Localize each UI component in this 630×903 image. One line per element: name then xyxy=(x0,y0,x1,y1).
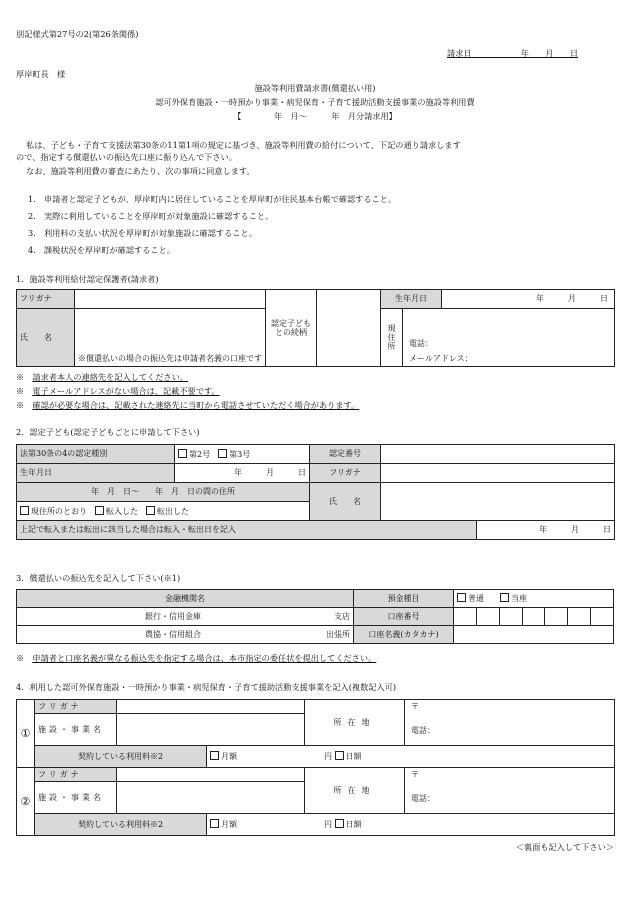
s1-note-2: 電子メールアドレスがない場合は、記載不要です。 xyxy=(32,386,220,396)
s4-row1-furigana-input[interactable] xyxy=(117,700,305,714)
s4-row2-phone: 電話： xyxy=(411,794,435,803)
s4-row1-facility-label: 施設・事業名 xyxy=(35,714,117,746)
s2-period-label: 年 月 日～ 年 月 日の間の住所 xyxy=(17,483,310,502)
s4-row1-fee-label: 契約している利用料※2 xyxy=(35,746,207,768)
s2-furigana-input[interactable] xyxy=(381,464,615,483)
s1-note-mark-1: ※ xyxy=(16,372,25,382)
s2-opt2-label: 転入した xyxy=(106,506,138,516)
s1-name-label: 氏 名 xyxy=(17,309,75,367)
s4-row2-furigana-input[interactable] xyxy=(117,768,305,782)
s1-heading: 1．施設等利用給付認定保護者(請求者) xyxy=(16,274,159,284)
s1-address-label: 現住所 xyxy=(381,309,403,367)
s1-relation-input[interactable] xyxy=(317,290,381,367)
s3-acct-digit-2[interactable] xyxy=(476,608,499,626)
s1-name-input[interactable] xyxy=(75,309,266,367)
consent-item-2: 2. 実際に利用していることを厚岸町が対象施設に確認すること。 xyxy=(28,211,274,221)
s2-move-label: 上記で転入または転出に該当した場合は転入・転出日を記入 xyxy=(17,521,477,540)
s3-acct-digit-1[interactable] xyxy=(454,608,477,626)
request-date: 請求日 年 月 日 xyxy=(447,48,579,58)
s1-note-1: 請求者本人の連絡先を記入してください。 xyxy=(32,372,188,382)
s1-relation-label: 認定子どもとの続柄 xyxy=(266,290,317,367)
s3-acctname-label: 口座名義(カタカナ) xyxy=(354,626,454,644)
s3-current-checkbox[interactable] xyxy=(500,593,509,602)
s2-opt3-label: 転出した xyxy=(157,506,189,516)
s2-table xyxy=(16,444,615,540)
s4-row2-furigana-label: フリガナ xyxy=(35,768,117,782)
s3-heading: 3．償還払いの振込先を記入して下さい(※1) xyxy=(16,573,181,583)
title-sub: 認可外保育施設・一時預かり事業・病児保育・子育て援助活動支援事業の施設等利用費 xyxy=(155,97,475,107)
s4-row2-facility-label: 施設・事業名 xyxy=(35,782,117,814)
s3-table xyxy=(16,589,614,644)
s1-birth-label: 生年月日 xyxy=(395,294,427,303)
s1-table xyxy=(16,289,615,367)
footer-note: ＜裏面も記入して下さい＞ xyxy=(515,842,614,852)
s3-agri-input[interactable] xyxy=(17,626,354,644)
s3-bank-input[interactable] xyxy=(17,608,354,626)
s2-furigana-label: フリガナ xyxy=(310,464,381,483)
s4-row2-fee-label: 契約している利用料※2 xyxy=(35,814,207,836)
s2-heading: 2．認定子ども(認定子どもごとに申請して下さい) xyxy=(16,427,200,437)
s3-normal-checkbox[interactable] xyxy=(457,593,466,602)
s2-type3-label: 第3号 xyxy=(229,449,251,459)
s4-row2-facility-input[interactable] xyxy=(117,782,305,814)
s3-acct-digit-6[interactable] xyxy=(568,608,591,626)
s2-type2-checkbox[interactable] xyxy=(178,449,187,458)
s1-email-label: メールアドレス： xyxy=(409,354,473,363)
s3-acct-digit-7[interactable] xyxy=(591,608,614,626)
s1-phone-label: 電話： xyxy=(409,339,433,348)
title-period: 【 年 月～ 年 月分請求用】 xyxy=(233,111,397,121)
s4-row1-facility-input[interactable] xyxy=(117,714,305,746)
title-main: 施設等利用費請求書(償還払い用) xyxy=(254,83,376,93)
s1-name-note: ※償還払いの場合の振込先は申請者名義の口座です xyxy=(78,354,262,364)
s4-row2-daily-label: 日額 xyxy=(345,820,362,829)
s2-opt3-checkbox[interactable] xyxy=(146,506,155,515)
s2-opt2-checkbox[interactable] xyxy=(95,506,104,515)
s4-row1-num: ① xyxy=(17,700,35,768)
s3-branch-label: 支店 xyxy=(334,611,350,621)
s1-note-3: 確認が必要な場合は、記載された連絡先に当町から電話させていただく場合があります。 xyxy=(32,400,360,410)
s3-inst-label: 金融機関名 xyxy=(17,590,354,608)
addressee: 厚岸町長 様 xyxy=(16,69,66,79)
s4-row2-monthly-yen: 円 xyxy=(324,820,332,829)
s4-row1-location-label: 所在地 xyxy=(305,700,405,746)
s2-opt1-checkbox[interactable] xyxy=(20,506,29,515)
s3-agri-label: 農協・信用組合 xyxy=(145,629,201,639)
s4-row1-daily-label: 日額 xyxy=(345,752,362,761)
s4-row1-furigana-label: フリガナ xyxy=(35,700,117,714)
s2-opt1-label: 現住所のとおり xyxy=(31,506,87,516)
s4-row1-monthly-label: 月額 xyxy=(221,752,237,761)
s3-acct-digit-4[interactable] xyxy=(522,608,545,626)
s2-type3-checkbox[interactable] xyxy=(218,449,227,458)
s2-cert-input[interactable] xyxy=(381,445,615,464)
s4-row2-location-input[interactable] xyxy=(405,768,615,814)
s1-furigana-label: フリガナ xyxy=(17,290,75,309)
s3-note: 申請者と口座名義が異なる振込先を指定する場合は、本市指定の委任状を提出してください。 xyxy=(32,653,377,663)
s1-furigana-input[interactable] xyxy=(75,290,266,309)
s4-row2-num: ② xyxy=(17,768,35,836)
s4-table xyxy=(16,699,615,836)
s4-row1-monthly-yen: 円 xyxy=(324,752,332,761)
s2-birth-label: 生年月日 xyxy=(17,464,175,483)
s4-row2-postal: 〒 xyxy=(411,770,419,779)
s3-acct-digit-5[interactable] xyxy=(545,608,568,626)
s3-acctname-input[interactable] xyxy=(454,626,614,644)
s2-type2-label: 第2号 xyxy=(189,449,211,459)
s4-row1-phone: 電話： xyxy=(411,726,435,735)
s2-name-label: 氏 名 xyxy=(310,483,381,521)
intro-p2: なお、施設等利用費の審査にあたり、次の事項に同意します。 xyxy=(26,166,255,176)
s4-row2-monthly-checkbox[interactable] xyxy=(210,819,219,828)
s4-row2-monthly-label: 月額 xyxy=(221,820,237,829)
s2-name-input[interactable] xyxy=(381,483,615,521)
consent-item-1: 1. 申請者と認定子どもが、厚岸町内に居住していることを厚岸町が住民基本台帳で確認すること。 xyxy=(28,194,397,204)
s2-type-label: 法第30条の4の認定種別 xyxy=(17,445,175,464)
s3-acctno-label: 口座番号 xyxy=(354,608,454,626)
s3-bank-label: 銀行・信用金庫 xyxy=(145,611,201,621)
consent-item-3: 3. 利用料の支払い状況を厚岸町が対象施設に確認すること。 xyxy=(28,228,257,238)
s4-row1-daily-checkbox[interactable] xyxy=(335,751,344,760)
s3-acct-digit-3[interactable] xyxy=(499,608,522,626)
s1-contact-input[interactable] xyxy=(403,309,615,367)
s3-current-label: 当座 xyxy=(511,594,527,603)
s2-cert-label: 認定番号 xyxy=(310,445,381,464)
s1-birth-input[interactable]: 年 月 日 xyxy=(441,290,614,308)
s4-row1-monthly-checkbox[interactable] xyxy=(210,751,219,760)
consent-item-4: 4. 課税状況を厚岸町が確認すること。 xyxy=(28,245,175,255)
s4-row2-location-label: 所在地 xyxy=(305,768,405,814)
s3-normal-label: 普通 xyxy=(468,594,484,603)
s3-note-mark: ※ xyxy=(16,653,25,663)
intro-p1b: ので、指定する償還払いの振込先口座に振り込んで下さい。 xyxy=(16,152,237,162)
s4-heading: 4．利用した認可外保育施設・一時預かり事業・病児保育・子育て援助活動支援事業を記入(複数記入可) xyxy=(16,682,397,692)
s3-office-label: 出張所 xyxy=(326,629,350,639)
intro-p1: 私は、子ども・子育て支援法第30条の11第1項の規定に基づき、施設等利用費の給付について、下記の通り請求します xyxy=(26,140,461,150)
s4-row2-daily-checkbox[interactable] xyxy=(335,819,344,828)
s4-row1-location-input[interactable] xyxy=(405,700,615,746)
s2-move-input[interactable]: 年 月 日 xyxy=(477,521,615,540)
s2-birth-input[interactable]: 年 月 日 xyxy=(175,464,310,483)
s1-note-mark-3: ※ xyxy=(16,400,25,410)
s1-note-mark-2: ※ xyxy=(16,386,25,396)
form-number: 別記様式第27号の2(第26条関係) xyxy=(16,29,139,39)
s4-row1-postal: 〒 xyxy=(411,702,419,711)
s3-deposit-label: 預金種目 xyxy=(354,590,454,608)
